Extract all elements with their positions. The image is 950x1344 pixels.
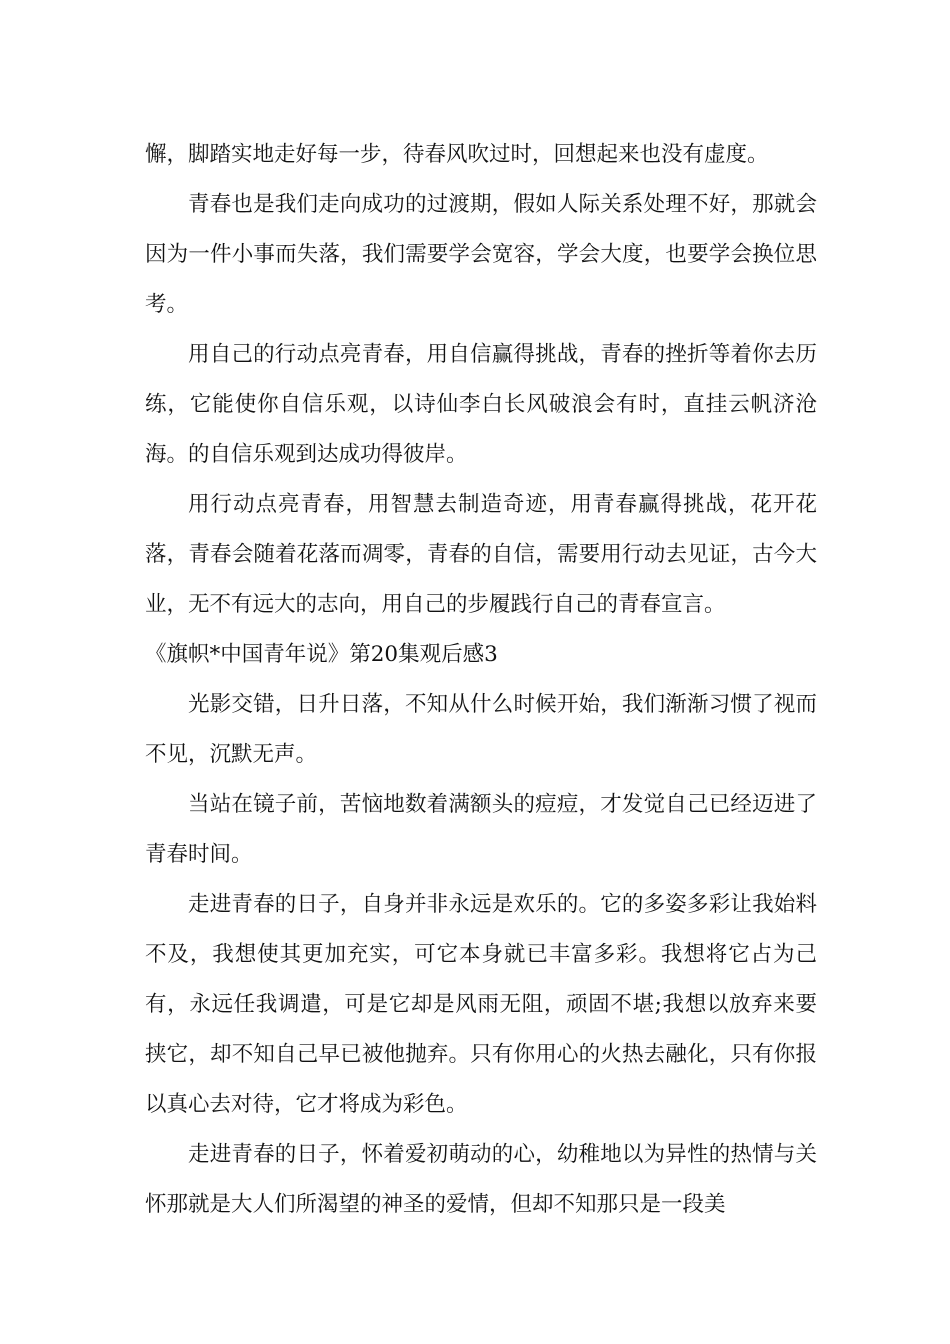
paragraph: 用自己的行动点亮青春，用自信赢得挑战，青春的挫折等着你去历练，它能使你自信乐观，以诗仙李白长风破浪会有时，直挂云帆济沧海。的自信乐观到达成功得彼岸。 xyxy=(145,342,817,467)
paragraph: 光影交错，日升日落，不知从什么时候开始，我们渐渐习惯了视而不见，沉默无声。 xyxy=(145,692,817,767)
paragraph: 当站在镜子前，苦恼地数着满额头的痘痘，才发觉自己已经迈进了青春时间。 xyxy=(145,792,817,867)
paragraph-continuation: 懈，脚踏实地走好每一步，待春风吹过时，回想起来也没有虚度。 xyxy=(145,142,769,167)
paragraph: 走进青春的日子，怀着爱初萌动的心，幼稚地以为异性的热情与关怀那就是大人们所渴望的神圣的爱情，但却不知那只是一段美 xyxy=(145,1142,817,1217)
paragraph: 走进青春的日子，自身并非永远是欢乐的。它的多姿多彩让我始料不及，我想使其更加充实，可它本身就已丰富多彩。我想将它占为己有，永远任我调遣，可是它却是风雨无阻，顽固不堪;我想以放弃来要挟它，却不知自己早已被他抛弃。只有你用心的火热去融化，只有你报以真心去对待，它才将成为彩色。 xyxy=(145,892,817,1117)
paragraph: 用行动点亮青春，用智慧去制造奇迹，用青春赢得挑战，花开花落，青春会随着花落而凋零，青春的自信，需要用行动去见证，古今大业，无不有远大的志向，用自己的步履践行自己的青春宣言。 xyxy=(145,492,817,617)
document-body xyxy=(145,130,817,1230)
paragraph: 青春也是我们走向成功的过渡期，假如人际关系处理不好，那就会因为一件小事而失落，我们需要学会宽容，学会大度，也要学会换位思考。 xyxy=(145,192,817,317)
section-title: 《旗帜*中国青年说》第20集观后感3 xyxy=(145,642,498,667)
